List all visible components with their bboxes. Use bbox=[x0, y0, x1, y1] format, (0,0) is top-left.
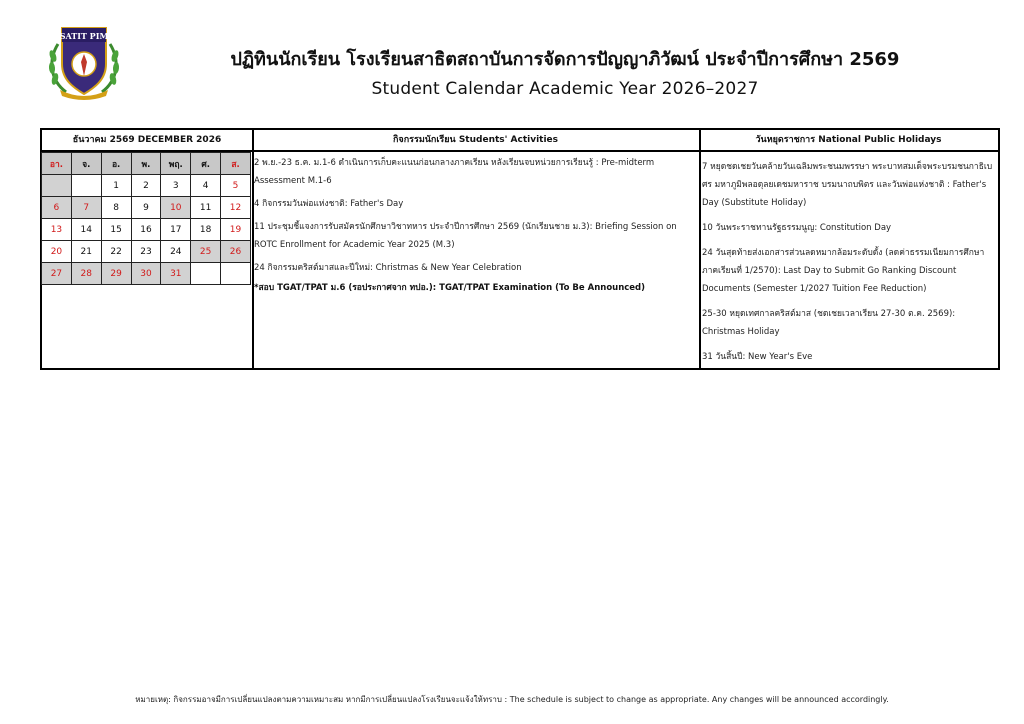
activities-heading: กิจกรรมนักเรียน Students' Activities bbox=[252, 130, 699, 152]
calendar-heading: ธันวาคม 2569 DECEMBER 2026 bbox=[42, 130, 252, 152]
calendar-column bbox=[42, 130, 254, 368]
calendar-table bbox=[40, 128, 1000, 370]
day-cell bbox=[191, 263, 221, 285]
day-cell: 25 bbox=[191, 241, 221, 263]
day-cell: 6 bbox=[42, 197, 72, 219]
holiday-item: 10 วันพระราชทานรัฐธรรมนูญ: Constitution Day bbox=[702, 223, 892, 233]
day-cell: 21 bbox=[71, 241, 101, 263]
day-cell bbox=[42, 175, 72, 197]
holiday-item: 25-30 หยุดเทศกาลคริสต์มาส (ชดเชยเวลาเรียน 27-30 ต.ค. 2569): Christmas Holiday bbox=[702, 309, 956, 337]
day-cell: 18 bbox=[191, 219, 221, 241]
day-cell: 8 bbox=[101, 197, 131, 219]
day-cell: 13 bbox=[42, 219, 72, 241]
day-cell: 11 bbox=[191, 197, 221, 219]
weekday-cell: พ. bbox=[131, 153, 161, 175]
weekday-cell: ศ. bbox=[191, 153, 221, 175]
weekday-row bbox=[42, 153, 251, 175]
weekday-cell: อา. bbox=[42, 153, 72, 175]
activity-item: 11 ประชุมชี้แจงการรับสมัครนักศึกษาวิชาทหาร ประจำปีการศึกษา 2569 (นักเรียนชาย ม.3): Briefing Session on ROTC Enrollment for Academic Year 2025 (M.3) bbox=[254, 222, 677, 250]
page-title-english: Student Calendar Academic Year 2026–2027 bbox=[371, 79, 759, 99]
day-cell: 5 bbox=[221, 175, 251, 197]
day-cell: 14 bbox=[71, 219, 101, 241]
day-cell: 24 bbox=[161, 241, 191, 263]
week-row bbox=[42, 241, 251, 263]
page-title-thai: ปฏิทินนักเรียน โรงเรียนสาธิตสถาบันการจัดการปัญญาภิวัฒน์ ประจำปีการศึกษา 2569 bbox=[230, 49, 900, 70]
day-cell: 29 bbox=[101, 263, 131, 285]
day-cell: 1 bbox=[101, 175, 131, 197]
activity-note: *สอบ TGAT/TPAT ม.6 (รอประกาศจาก ทปอ.): TGAT/TPAT Examination (To Be Announced) bbox=[254, 283, 646, 293]
day-cell bbox=[71, 175, 101, 197]
day-cell: 31 bbox=[161, 263, 191, 285]
holiday-item: 31 วันสิ้นปี: New Year's Eve bbox=[702, 352, 813, 362]
weekday-cell: จ. bbox=[71, 153, 101, 175]
activity-item: 24 กิจกรรมคริสต์มาสและปีใหม่: Christmas & New Year Celebration bbox=[254, 263, 522, 273]
day-cell: 17 bbox=[161, 219, 191, 241]
holiday-item: 24 วันสุดท้ายส่งเอกสารส่วนลดหมากล้อมระดับดั้ง (ลดค่าธรรมเนียมการศึกษา ภาคเรียนที่ 1/2570): Last Day to Submit Go Ranking Discount Documents (Semester 1/2027 Tuition Fee Reduction) bbox=[702, 248, 985, 294]
day-cell: 10 bbox=[161, 197, 191, 219]
day-cell bbox=[221, 263, 251, 285]
activities-column bbox=[252, 130, 701, 368]
day-cell: 3 bbox=[161, 175, 191, 197]
week-row bbox=[42, 175, 251, 197]
logo-text: SATIT PIM bbox=[59, 31, 109, 41]
day-cell: 30 bbox=[131, 263, 161, 285]
month-grid bbox=[41, 152, 251, 285]
holidays-heading: วันหยุดราชการ National Public Holidays bbox=[699, 130, 998, 152]
day-cell: 26 bbox=[221, 241, 251, 263]
day-cell: 23 bbox=[131, 241, 161, 263]
day-cell: 15 bbox=[101, 219, 131, 241]
footnote: หมายเหตุ: กิจกรรมอาจมีการเปลี่ยนแปลงตามความเหมาะสม หากมีการเปลี่ยนแปลงโรงเรียนจะแจ้งให้ทราบ : The schedule is subject to change as appropriate. Any changes will be announced accordingly. bbox=[135, 695, 889, 704]
day-cell: 9 bbox=[131, 197, 161, 219]
week-row bbox=[42, 219, 251, 241]
holidays-list bbox=[699, 152, 998, 366]
weekday-cell: พฤ. bbox=[161, 153, 191, 175]
holiday-item: 7 หยุดชดเชยวันคล้ายวันเฉลิมพระชนมพรรษา พระบาทสมเด็จพระบรมชนกาธิเบศร มหาภูมิพลอดุลยเดชมหาราช บรมนาถบพิตร และวันพ่อแห่งชาติ : Father's Day (Substitute Holiday) bbox=[702, 162, 993, 208]
week-row bbox=[42, 263, 251, 285]
day-cell: 27 bbox=[42, 263, 72, 285]
activity-item: 2 พ.ย.-23 ธ.ค. ม.1-6 ดำเนินการเก็บคะแนนก่อนกลางภาคเรียน หลังเรียนจบหน่วยการเรียนรู้ : Pre-midterm Assessment M.1-6 bbox=[254, 158, 655, 186]
weekday-cell: อ. bbox=[101, 153, 131, 175]
holidays-column bbox=[699, 130, 998, 368]
day-cell: 16 bbox=[131, 219, 161, 241]
week-row bbox=[42, 197, 251, 219]
day-cell: 22 bbox=[101, 241, 131, 263]
day-cell: 20 bbox=[42, 241, 72, 263]
activities-list bbox=[252, 152, 699, 297]
day-cell: 19 bbox=[221, 219, 251, 241]
day-cell: 7 bbox=[71, 197, 101, 219]
activity-item: 4 กิจกรรมวันพ่อแห่งชาติ: Father's Day bbox=[254, 199, 404, 209]
weekday-cell: ส. bbox=[221, 153, 251, 175]
day-cell: 28 bbox=[71, 263, 101, 285]
day-cell: 12 bbox=[221, 197, 251, 219]
day-cell: 2 bbox=[131, 175, 161, 197]
day-cell: 4 bbox=[191, 175, 221, 197]
